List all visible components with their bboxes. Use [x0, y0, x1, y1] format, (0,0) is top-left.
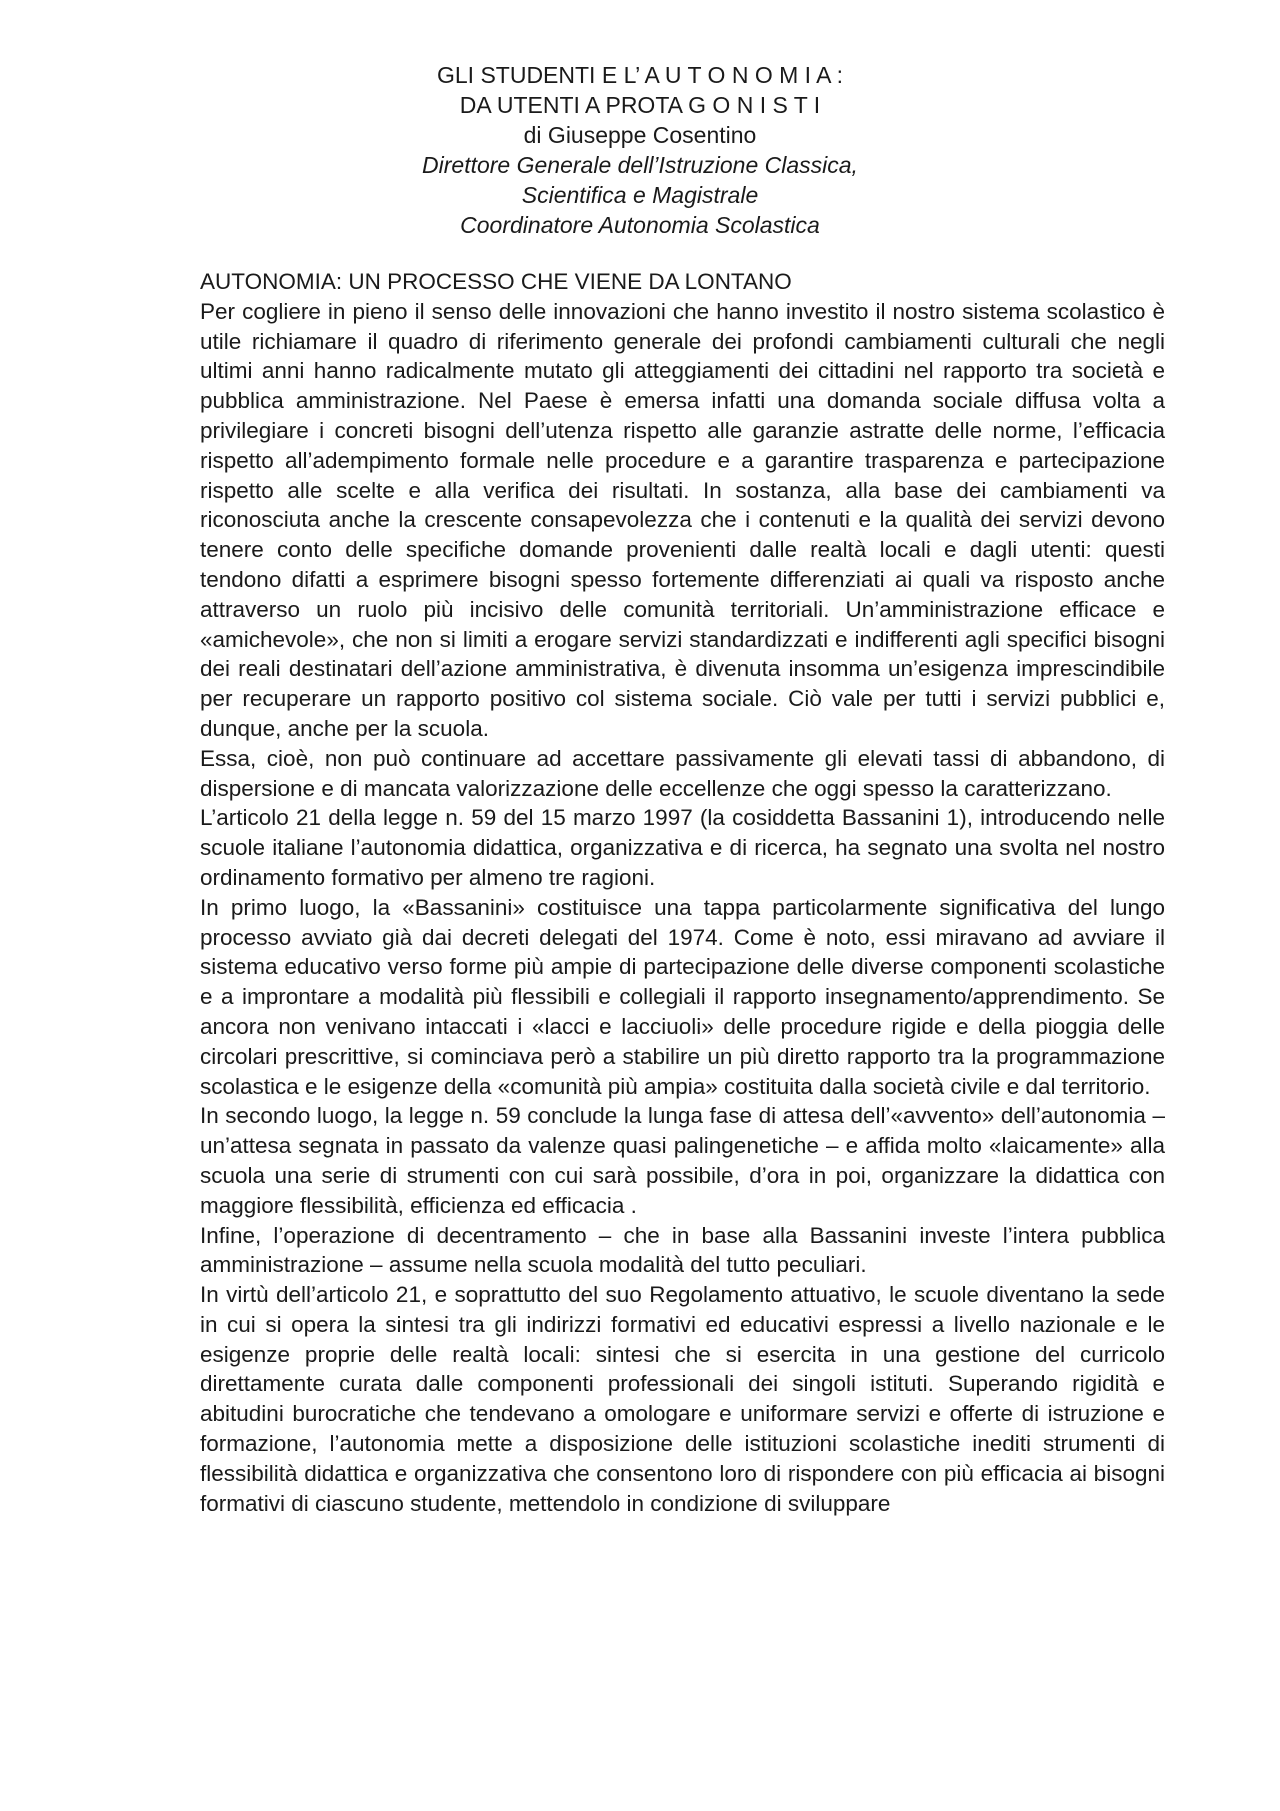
article-body — [200, 267, 1165, 1518]
title-line-2: DA UTENTI A PROTA G O N I S T I — [459, 92, 821, 118]
title-block — [200, 60, 1080, 240]
author-role-3: Coordinatore Autonomia Scolastica — [460, 212, 820, 238]
paragraph: In virtù dell’articolo 21, e soprattutto del suo Regolamento attuativo, le scuole diventano la sede in cui si opera la sintesi tra gli indirizzi formativi ed educativi espressi a livello nazionale e le esigenze proprie delle realtà locali: sintesi che si esercita in una gestione del curricolo direttamente curata dalle componenti professionali dei singoli istituti. Superando rigidità e abitudini burocratiche che tendevano a omologare e uniformare servizi e offerte di istruzione e formazione, l’autonomia mette a disposizione delle istituzioni scolastiche inediti strumenti di flessibilità didattica e organizzativa che consentono loro di rispondere con più efficacia ai bisogni formativi di ciascuno studente, mettendolo in condizione di sviluppare — [200, 1282, 1165, 1516]
paragraph: Infine, l’operazione di decentramento – che in base alla Bassanini investe l’intera pubblica amministrazione – assume nella scuola modalità del tutto peculiari. — [200, 1222, 1165, 1278]
paragraph: In secondo luogo, la legge n. 59 conclude la lunga fase di attesa dell’«avvento» dell’autonomia – un’attesa segnata in passato da valenze quasi palingenetiche – e affida molto «laicamente» alla scuola una serie di strumenti con cui sarà possibile, d’ora in poi, organizzare la didattica con maggiore flessibilità, efficienza ed efficacia . — [200, 1103, 1165, 1218]
section-heading: AUTONOMIA: UN PROCESSO CHE VIENE DA LONTANO — [200, 269, 792, 294]
paragraph: L’articolo 21 della legge n. 59 del 15 marzo 1997 (la cosiddetta Bassanini 1), introducendo nelle scuole italiane l’autonomia didattica, organizzativa e di ricerca, ha segnato una svolta nel nostro ordinamento formativo per almeno tre ragioni. — [200, 805, 1165, 890]
title-line-1: GLI STUDENTI E L’ A U T O N O M I A : — [436, 62, 844, 88]
author-role-1: Direttore Generale dell’Istruzione Classica, — [422, 152, 858, 178]
paragraph: Per cogliere in pieno il senso delle innovazioni che hanno investito il nostro sistema scolastico è utile richiamare il quadro di riferimento generale dei profondi cambiamenti culturali che negli ultimi anni hanno radicalmente mutato gli atteggiamenti dei cittadini nel rapporto tra società e pubblica amministrazione. Nel Paese è emersa infatti una domanda sociale diffusa volta a privilegiare i concreti bisogni dell’utenza rispetto alle garanzie astratte delle norme, l’efficacia rispetto all’adempimento formale nelle procedure e a garantire trasparenza e partecipazione rispetto alle scelte e alla verifica dei risultati. In sostanza, alla base dei cambiamenti va riconosciuta anche la crescente consapevolezza che i contenuti e la qualità dei servizi devono tenere conto delle specifiche domande provenienti dalle realtà locali e dagli utenti: questi tendono difatti a esprimere bisogni spesso fortemente differenziati ai quali va risposto anche attraverso un ruolo più incisivo delle comunità territoriali. Un’amministrazione efficace e «amichevole», che non si limiti a erogare servizi standardizzati e indifferenti agli specifici bisogni dei reali destinatari dell’azione amministrativa, è divenuta insomma un’esigenza imprescindibile per recuperare un rapporto positivo col sistema sociale. Ciò vale per tutti i servizi pubblici e, dunque, anche per la scuola. — [200, 298, 1165, 741]
paragraph: In primo luogo, la «Bassanini» costituisce una tappa particolarmente significativa del lungo processo avviato già dai decreti delegati del 1974. Come è noto, essi miravano ad avviare il sistema educativo verso forme più ampie di partecipazione delle diverse componenti scolastiche e a improntare a modalità più flessibili e collegiali il rapporto insegnamento/apprendimento. Se ancora non venivano intaccati i «lacci e lacciuoli» delle procedure rigide e della pioggia delle circolari prescrittive, si cominciava però a stabilire un più diretto rapporto tra la programmazione scolastica e le esigenze della «comunità più ampia» costituita dalla società civile e dal territorio. — [200, 894, 1165, 1099]
author-role-2: Scientifica e Magistrale — [521, 182, 759, 208]
author-name: di Giuseppe Cosentino — [523, 122, 757, 148]
paragraph: Essa, cioè, non può continuare ad accettare passivamente gli elevati tassi di abbandono, di dispersione e di mancata valorizzazione delle eccellenze che oggi spesso la caratterizzano. — [200, 745, 1165, 801]
